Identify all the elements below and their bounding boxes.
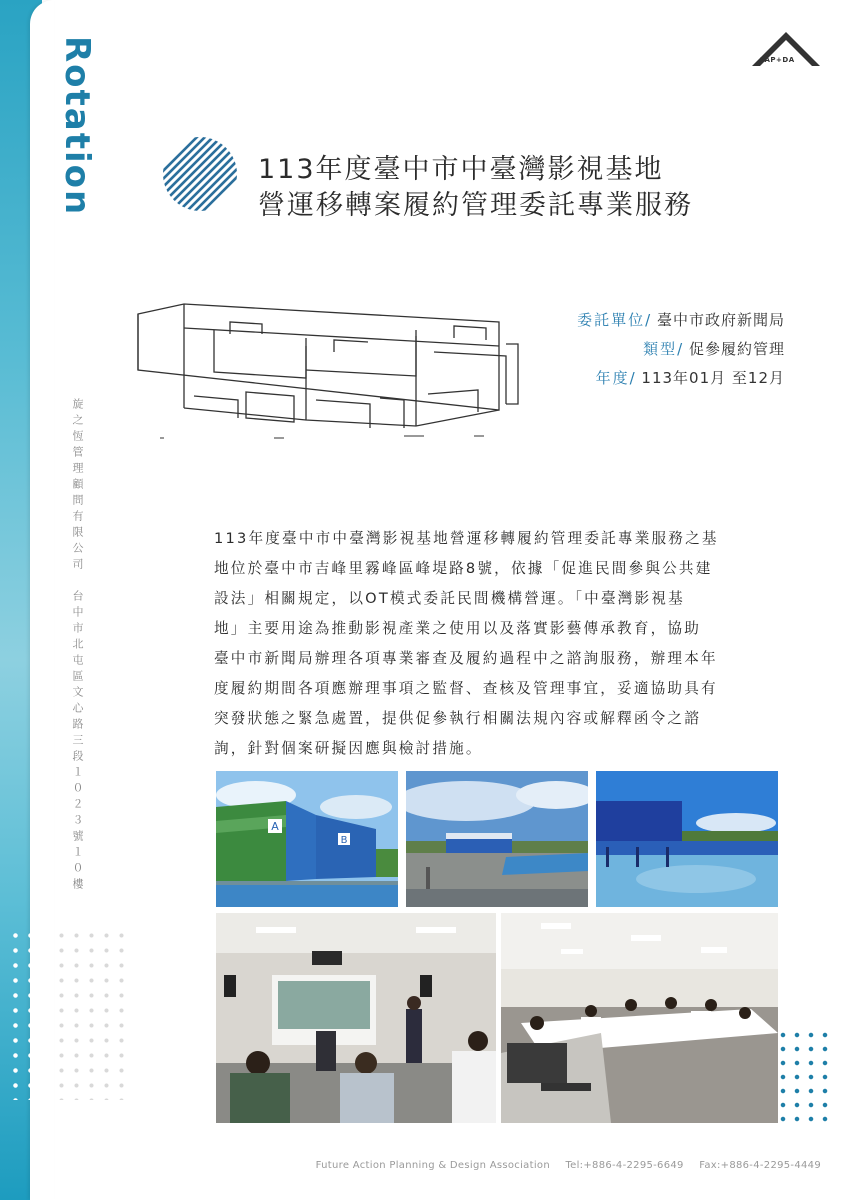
building-sign-b: B (340, 835, 348, 846)
year-label: 年度/ (595, 369, 637, 387)
description-line: 詢，針對個案研擬因應與檢討措施。 (214, 740, 483, 757)
title-line-1: 113年度臺中市中臺灣影視基地 (258, 154, 664, 185)
description-line: 113年度臺中市中臺灣影視基地營運移轉履約管理委託專業服務之基 (214, 530, 719, 547)
description-line: 臺中市新聞局辦理各項專業審查及履約過程中之諮詢服務，辦理本年 (214, 650, 718, 667)
brand-word: Rotation (57, 36, 97, 217)
meta-client (577, 306, 785, 335)
page-title (258, 152, 778, 224)
type-value: 促參履約管理 (688, 340, 785, 358)
building-sign-a: A (271, 820, 279, 833)
footer-contact (304, 1160, 821, 1171)
dot-pattern-left-grey (54, 928, 124, 1100)
description-line: 度履約期間各項應辦理事項之監督、查核及管理事宜，妥適協助具有 (214, 680, 718, 697)
meta-year (577, 364, 785, 393)
client-value: 臺中市政府新聞局 (656, 311, 785, 329)
photo-conference-room (501, 913, 778, 1123)
logo-text: FAP+DA (760, 56, 795, 64)
fapda-logo-icon (748, 30, 824, 70)
striped-circle-icon (162, 136, 238, 212)
title-line-2: 營運移轉案履約管理委託專業服務 (258, 190, 693, 221)
client-label: 委託單位/ (577, 311, 653, 329)
description-line: 突發狀態之緊急處置，提供促參執行相關法規內容或解釋函令之諮 (214, 710, 702, 727)
project-description (214, 524, 780, 764)
year-value: 113年01月 至12月 (641, 369, 785, 387)
description-line: 地位於臺中市吉峰里霧峰區峰堤路8號，依據「促進民間參與公共建 (214, 560, 713, 577)
type-label: 類型/ (643, 340, 685, 358)
footer-fax: Fax:+886-4-2295-4449 (699, 1160, 821, 1171)
company-address-vertical: 旋之恆管理顧問有限公司 台中市北屯區文心路三段１０２３號１０樓 (71, 398, 84, 894)
building-line-drawing (134, 300, 524, 440)
footer-tel: Tel:+886-4-2295-6649 (565, 1160, 684, 1171)
footer-association: Future Action Planning & Design Association (315, 1160, 550, 1171)
project-meta (577, 306, 785, 393)
photo-building-exterior (216, 771, 398, 907)
description-line: 地」主要用途為推動影視產業之使用以及落實影藝傳承教育，協助 (214, 620, 702, 637)
meta-type (577, 335, 785, 364)
photo-site-overview (406, 771, 588, 907)
photo-water-tank (596, 771, 778, 907)
description-line: 設法」相關規定，以OT模式委託民間機構營運。「中臺灣影視基 (214, 590, 685, 607)
photo-presentation-meeting (216, 913, 496, 1123)
